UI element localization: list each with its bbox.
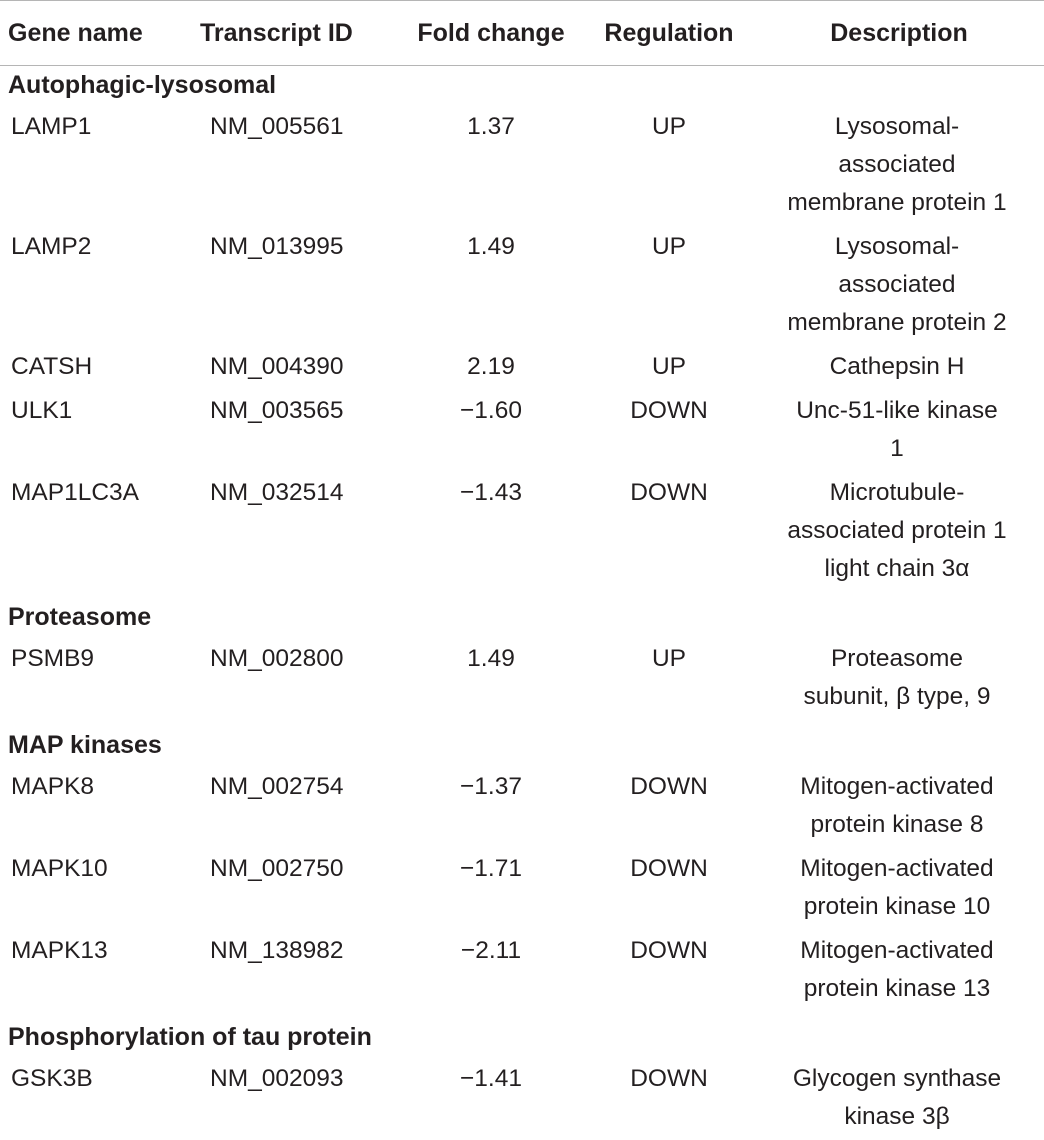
fold-change-cell: −1.43 bbox=[398, 472, 584, 592]
description-line: membrane protein 2 bbox=[787, 309, 1006, 336]
section-row bbox=[0, 720, 1044, 766]
gene-name-cell: LAMP1 bbox=[0, 106, 198, 226]
table-row bbox=[0, 848, 1044, 930]
header-description: Description bbox=[754, 1, 1044, 66]
fold-change-cell: −1.71 bbox=[398, 848, 584, 930]
description-line: light chain 3α bbox=[825, 555, 970, 582]
table-row bbox=[0, 106, 1044, 226]
table-row bbox=[0, 930, 1044, 1012]
table-row bbox=[0, 390, 1044, 472]
description-cell bbox=[754, 848, 1044, 930]
transcript-id-cell: NM_005561 bbox=[198, 106, 398, 226]
fold-change-cell: −1.41 bbox=[398, 1058, 584, 1140]
description-line: Microtubule- bbox=[830, 479, 965, 506]
description-line: associated bbox=[838, 151, 955, 178]
transcript-id-cell: NM_013995 bbox=[198, 226, 398, 346]
description-line: Mitogen-activated bbox=[800, 773, 993, 800]
regulation-cell: UP bbox=[584, 638, 754, 720]
gene-name-cell: LAMP2 bbox=[0, 226, 198, 346]
gene-name-cell: ULK1 bbox=[0, 390, 198, 472]
transcript-id-cell: NM_003565 bbox=[198, 390, 398, 472]
gene-name-cell: MAP1LC3A bbox=[0, 472, 198, 592]
description-line: protein kinase 13 bbox=[804, 975, 991, 1002]
table-row bbox=[0, 346, 1044, 390]
fold-change-cell: 1.49 bbox=[398, 638, 584, 720]
gene-name-cell: CATSH bbox=[0, 346, 198, 390]
transcript-id-cell: NM_032514 bbox=[198, 472, 398, 592]
table-row bbox=[0, 638, 1044, 720]
description-cell bbox=[754, 766, 1044, 848]
fold-change-cell: −1.60 bbox=[398, 390, 584, 472]
regulation-cell: UP bbox=[584, 346, 754, 390]
header-regulation: Regulation bbox=[584, 1, 754, 66]
gene-name-cell: MAPK10 bbox=[0, 848, 198, 930]
header-transcript-id: Transcript ID bbox=[198, 1, 398, 66]
description-line: associated bbox=[838, 271, 955, 298]
fold-change-cell: −2.11 bbox=[398, 930, 584, 1012]
regulation-cell: DOWN bbox=[584, 472, 754, 592]
description-line: 1 bbox=[890, 435, 904, 462]
section-title: MAP kinases bbox=[0, 720, 1044, 766]
regulation-cell: DOWN bbox=[584, 1058, 754, 1140]
gene-name-cell: MAPK13 bbox=[0, 930, 198, 1012]
description-line: subunit, β type, 9 bbox=[803, 683, 990, 710]
description-line: Lysosomal- bbox=[835, 113, 959, 140]
regulation-cell: DOWN bbox=[584, 766, 754, 848]
section-row bbox=[0, 66, 1044, 107]
description-line: protein kinase 8 bbox=[811, 811, 984, 838]
description-cell bbox=[754, 346, 1044, 390]
transcript-id-cell: NM_138982 bbox=[198, 930, 398, 1012]
header-fold-change: Fold change bbox=[398, 1, 584, 66]
table-header bbox=[0, 1, 1044, 66]
description-cell bbox=[754, 638, 1044, 720]
description-cell bbox=[754, 106, 1044, 226]
description-cell bbox=[754, 930, 1044, 1012]
description-line: Proteasome bbox=[831, 645, 963, 672]
description-cell bbox=[754, 1058, 1044, 1140]
section-row bbox=[0, 592, 1044, 638]
transcript-id-cell: NM_002800 bbox=[198, 638, 398, 720]
description-line: kinase 3β bbox=[844, 1103, 949, 1130]
section-row bbox=[0, 1012, 1044, 1058]
description-line: Glycogen synthase bbox=[793, 1065, 1001, 1092]
gene-name-cell: GSK3B bbox=[0, 1058, 198, 1140]
regulation-cell: UP bbox=[584, 226, 754, 346]
description-line: Mitogen-activated bbox=[800, 855, 993, 882]
gene-name-cell: PSMB9 bbox=[0, 638, 198, 720]
description-line: membrane protein 1 bbox=[787, 189, 1006, 216]
regulation-cell: UP bbox=[584, 106, 754, 226]
gene-name-cell: MAPK8 bbox=[0, 766, 198, 848]
transcript-id-cell: NM_002093 bbox=[198, 1058, 398, 1140]
description-cell bbox=[754, 390, 1044, 472]
section-title: Proteasome bbox=[0, 592, 1044, 638]
description-line: Mitogen-activated bbox=[800, 937, 993, 964]
description-line: associated protein 1 bbox=[787, 517, 1006, 544]
description-line: Unc-51-like kinase bbox=[796, 397, 998, 424]
regulation-cell: DOWN bbox=[584, 930, 754, 1012]
header-gene-name: Gene name bbox=[0, 1, 198, 66]
header-row bbox=[0, 1, 1044, 66]
section-title: Autophagic-lysosomal bbox=[0, 66, 1044, 107]
fold-change-cell: −1.37 bbox=[398, 766, 584, 848]
regulation-cell: DOWN bbox=[584, 848, 754, 930]
fold-change-cell: 1.49 bbox=[398, 226, 584, 346]
description-cell bbox=[754, 226, 1044, 346]
description-line: protein kinase 10 bbox=[804, 893, 991, 920]
fold-change-cell: 1.37 bbox=[398, 106, 584, 226]
transcript-id-cell: NM_002754 bbox=[198, 766, 398, 848]
description-line: Cathepsin H bbox=[830, 353, 965, 380]
section-title: Phosphorylation of tau protein bbox=[0, 1012, 1044, 1058]
description-cell bbox=[754, 472, 1044, 592]
transcript-id-cell: NM_004390 bbox=[198, 346, 398, 390]
table-row bbox=[0, 226, 1044, 346]
table-body bbox=[0, 66, 1044, 1140]
fold-change-cell: 2.19 bbox=[398, 346, 584, 390]
table-row bbox=[0, 472, 1044, 592]
table-row bbox=[0, 766, 1044, 848]
transcript-id-cell: NM_002750 bbox=[198, 848, 398, 930]
description-line: Lysosomal- bbox=[835, 233, 959, 260]
regulation-cell: DOWN bbox=[584, 390, 754, 472]
table-row bbox=[0, 1058, 1044, 1140]
